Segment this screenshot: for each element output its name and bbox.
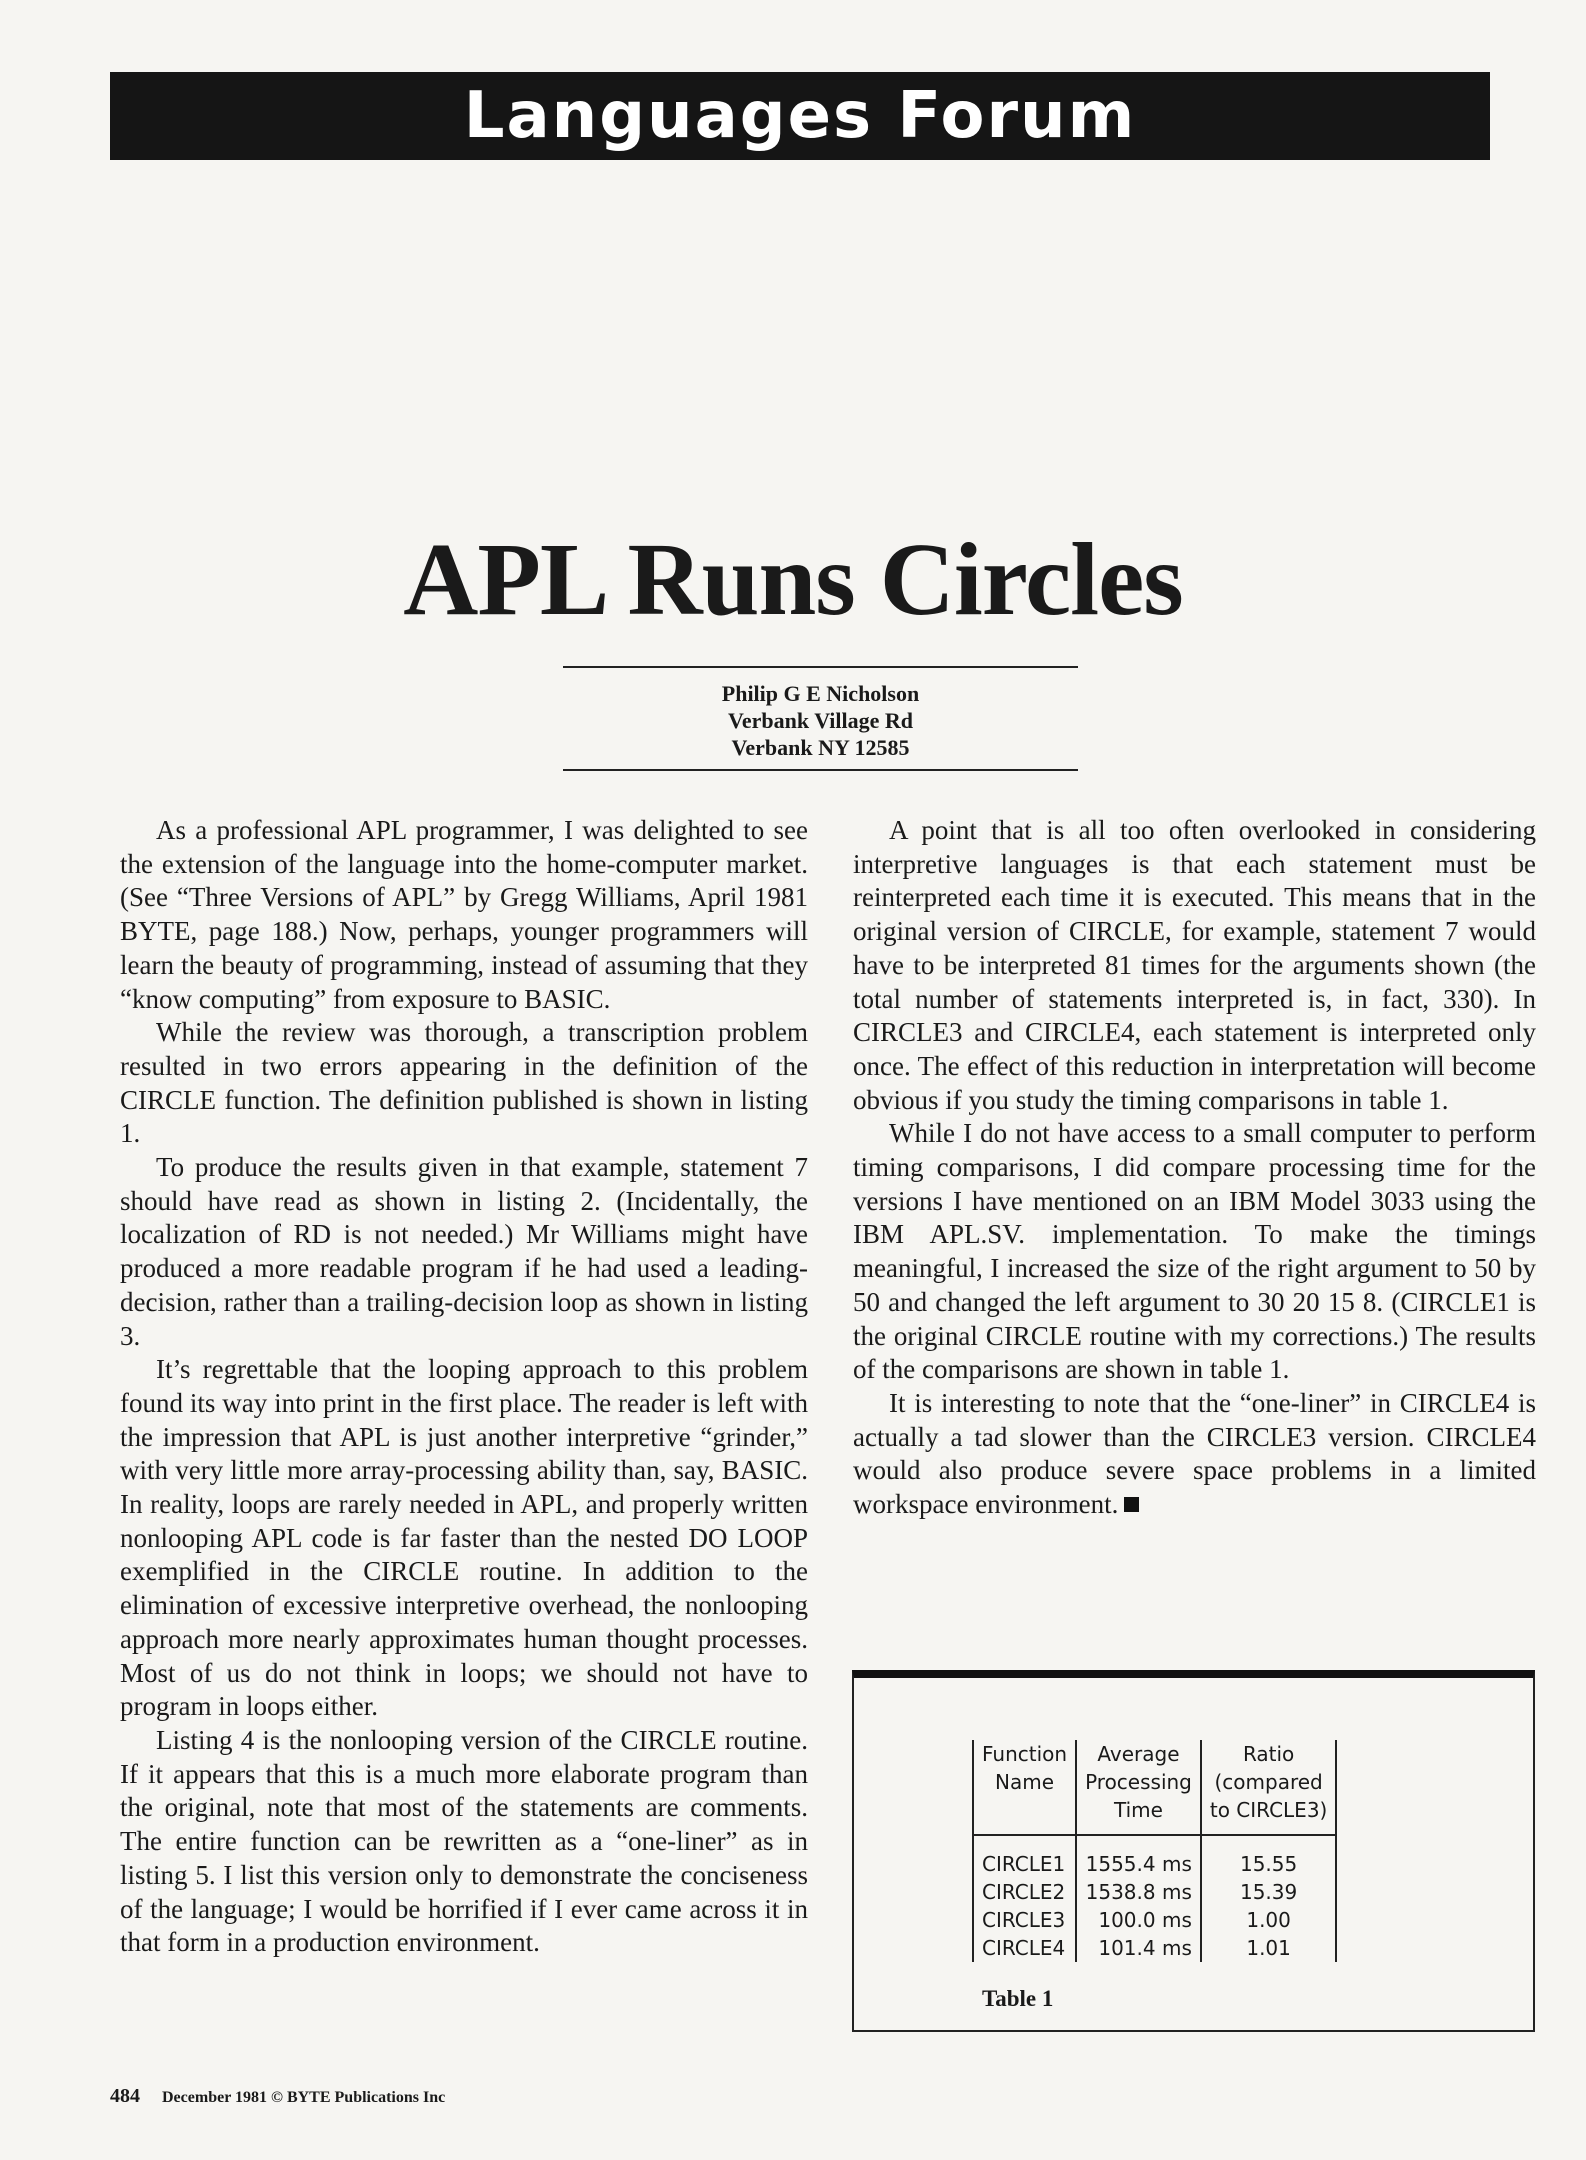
table-right-rule <box>1336 1906 1337 1934</box>
end-of-article-icon <box>1124 1497 1139 1512</box>
table-right-rule <box>1336 1740 1337 1835</box>
paragraph-final-text: It is interesting to note that the “one-liner” in CIRCLE4 is actually a tad slower than the CIRCLE3 version. CIRCLE4 would also produce severe space problems in a limited workspace environment. <box>853 1387 1536 1520</box>
section-banner <box>110 72 1490 160</box>
article-title: APL Runs Circles <box>403 522 1183 637</box>
table-row <box>973 1835 1337 1878</box>
table-right-rule <box>1336 1835 1337 1878</box>
cell-time: 101.4 ms <box>1076 1934 1201 1962</box>
table-right-rule <box>1336 1878 1337 1906</box>
page-footer <box>110 2085 445 2108</box>
page-number: 484 <box>110 2085 140 2107</box>
timing-table <box>972 1740 1337 1962</box>
table-header-row <box>973 1740 1337 1835</box>
paragraph: While the review was thorough, a transcription problem resulted in two errors appearing in the definition of the CIRCLE function. The definition published is shown in listing 1. <box>120 1017 808 1149</box>
header-ratio <box>1201 1740 1336 1835</box>
cell-time: 1555.4 ms <box>1076 1835 1201 1878</box>
footer-credit: December 1981 © BYTE Publications Inc <box>162 2089 446 2106</box>
paragraph-final <box>853 1387 1536 1522</box>
header-line: Name <box>995 1770 1055 1794</box>
header-line: to CIRCLE3) <box>1209 1798 1328 1822</box>
table-row <box>973 1878 1337 1906</box>
header-line: Function <box>982 1742 1068 1766</box>
header-line: (compared <box>1214 1770 1323 1794</box>
header-function-name <box>973 1740 1076 1835</box>
cell-time: 1538.8 ms <box>1076 1878 1201 1906</box>
table-row <box>973 1934 1337 1962</box>
cell-time: 100.0 ms <box>1076 1906 1201 1934</box>
header-line: Processing <box>1085 1770 1192 1794</box>
table-right-rule <box>1336 1934 1337 1962</box>
cell-name: CIRCLE2 <box>973 1878 1076 1906</box>
right-column <box>853 814 1536 1522</box>
header-line: Average <box>1097 1742 1180 1766</box>
table-caption: Table 1 <box>982 1986 1054 2011</box>
table-row <box>973 1906 1337 1934</box>
cell-ratio: 1.00 <box>1201 1906 1336 1934</box>
author-street: Verbank Village Rd <box>727 708 913 733</box>
paragraph: Listing 4 is the nonlooping version of the CIRCLE routine. If it appears that this is a much more elaborate program than the original, note that most of the statements are comments. The entire function can be rewritten as a “one-liner” as in listing 5. I list this version only to demonstrate the conciseness of the language; I would be horrified if I ever came across it in that form in a production environment. <box>120 1724 808 1958</box>
author-name: Philip G E Nicholson <box>721 681 920 706</box>
cell-name: CIRCLE4 <box>973 1934 1076 1962</box>
author-byline <box>563 666 1078 771</box>
header-line: Ratio <box>1242 1742 1295 1766</box>
table-1-box <box>852 1670 1535 2032</box>
header-line: Time <box>1114 1798 1163 1822</box>
paragraph: While I do not have access to a small computer to perform timing comparisons, I did compare processing time for the versions I have mentioned on an IBM Model 3033 using the IBM APL.SV. implementation. To make the timings meaningful, I increased the size of the right argument to 50 by 50 and changed the left argument to 30 20 15 8. (CIRCLE1 is the original CIRCLE routine with my corrections.) The results of the comparisons are shown in table 1. <box>853 1118 1536 1385</box>
cell-ratio: 15.55 <box>1201 1835 1336 1878</box>
paragraph: As a professional APL programmer, I was delighted to see the extension of the language into the home-computer market. (See “Three Versions of APL” by Gregg Williams, April 1981 BYTE, page 188.) Now, perhaps, younger programmers will learn the beauty of programming, instead of assuming that they “know computing” from exposure to BASIC. <box>120 815 808 1014</box>
cell-ratio: 15.39 <box>1201 1878 1336 1906</box>
author-city: Verbank NY 12585 <box>731 735 910 760</box>
paragraph: To produce the results given in that example, statement 7 should have read as shown in listing 2. (Incidentally, the localization of RD is not needed.) Mr Williams might have produced a more readable program if he had used a leading-decision, rather than a trailing-decision loop as shown in listing 3. <box>120 1152 808 1351</box>
paragraph: It’s regrettable that the looping approach to this problem found its way into print in the first place. The reader is left with the impression that APL is just another interpretive “grinder,” with very little more array-processing ability than, say, BASIC. In reality, loops are rarely needed in APL, and properly written nonlooping APL code is far faster than the nested DO LOOP exemplified in the CIRCLE routine. In addition to the elimination of excessive interpretive overhead, the nonlooping approach more nearly approximates human thought processes. Most of us do not think in loops; we should not have to program in loops either. <box>120 1354 808 1722</box>
header-average-time <box>1076 1740 1201 1835</box>
cell-ratio: 1.01 <box>1201 1934 1336 1962</box>
left-column <box>120 814 808 1960</box>
cell-name: CIRCLE3 <box>973 1906 1076 1934</box>
cell-name: CIRCLE1 <box>973 1835 1076 1878</box>
paragraph: A point that is all too often overlooked in considering interpretive languages is that each statement must be reinterpreted each time it is executed. This means that in the original version of CIRCLE, for example, statement 7 would have to be interpreted 81 times for the arguments shown (the total number of statements interpreted is, in fact, 330). In CIRCLE3 and CIRCLE4, each statement is interpreted only once. The effect of this reduction in interpretation will become obvious if you study the timing comparisons in table 1. <box>853 815 1536 1115</box>
section-title: Languages Forum <box>463 79 1137 153</box>
